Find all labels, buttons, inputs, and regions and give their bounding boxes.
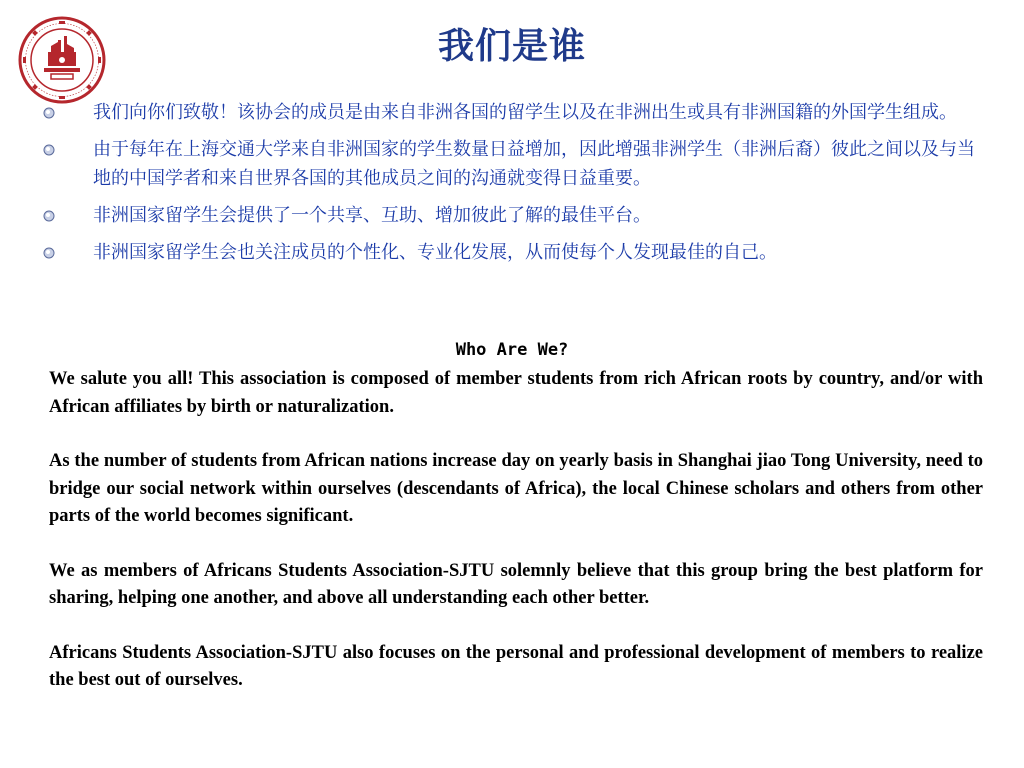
paragraph: Africans Students Association-SJTU also focuses on the personal and professional development of members to realize the best out of ourselves. — [49, 642, 983, 690]
list-item — [42, 98, 987, 127]
paragraph: We salute you all! This association is composed of member students from rich African roots by country, and/or with African affiliates by birth or naturalization. — [49, 369, 983, 417]
paragraph: As the number of students from African nations increase day on yearly basis in Shanghai jiao Tong University, need to bridge our social network within ourselves (descendants of Africa), the local Chinese scholars and others from other parts of the world becomes significant. — [49, 451, 983, 526]
list-item — [42, 238, 987, 267]
list-item-text: 我们向你们致敬！该协会的成员是由来自非洲各国的留学生以及在非洲出生或具有非洲国籍的外国学生组成。 — [93, 102, 957, 123]
list-item-text: 非洲国家留学生会也关注成员的个性化、专业化发展，从而使每个人发现最佳的自己。 — [93, 242, 777, 263]
round-bullet-icon — [43, 107, 55, 119]
english-heading: Who Are We? — [455, 340, 569, 360]
list-item-text: 由于每年在上海交通大学来自非洲国家的学生数量日益增加，因此增强非洲学生（非洲后裔）彼此之间以及与当地的中国学者和来自世界各国的其他成员之间的沟通就变得日益重要。 — [93, 139, 975, 189]
list-item-text: 非洲国家留学生会提供了一个共享、互助、增加彼此了解的最佳平台。 — [93, 205, 651, 226]
list-item — [42, 135, 987, 193]
page-title: 我们是谁 — [437, 26, 586, 67]
round-bullet-icon — [43, 144, 55, 156]
round-bullet-icon — [43, 247, 55, 259]
chinese-bullet-list — [42, 98, 987, 275]
english-body — [49, 366, 983, 722]
paragraph: We as members of Africans Students Association-SJTU solemnly believe that this group bring the best platform for sharing, helping one another, and above all understanding each other better. — [49, 560, 983, 608]
round-bullet-icon — [43, 210, 55, 222]
list-item — [42, 201, 987, 230]
